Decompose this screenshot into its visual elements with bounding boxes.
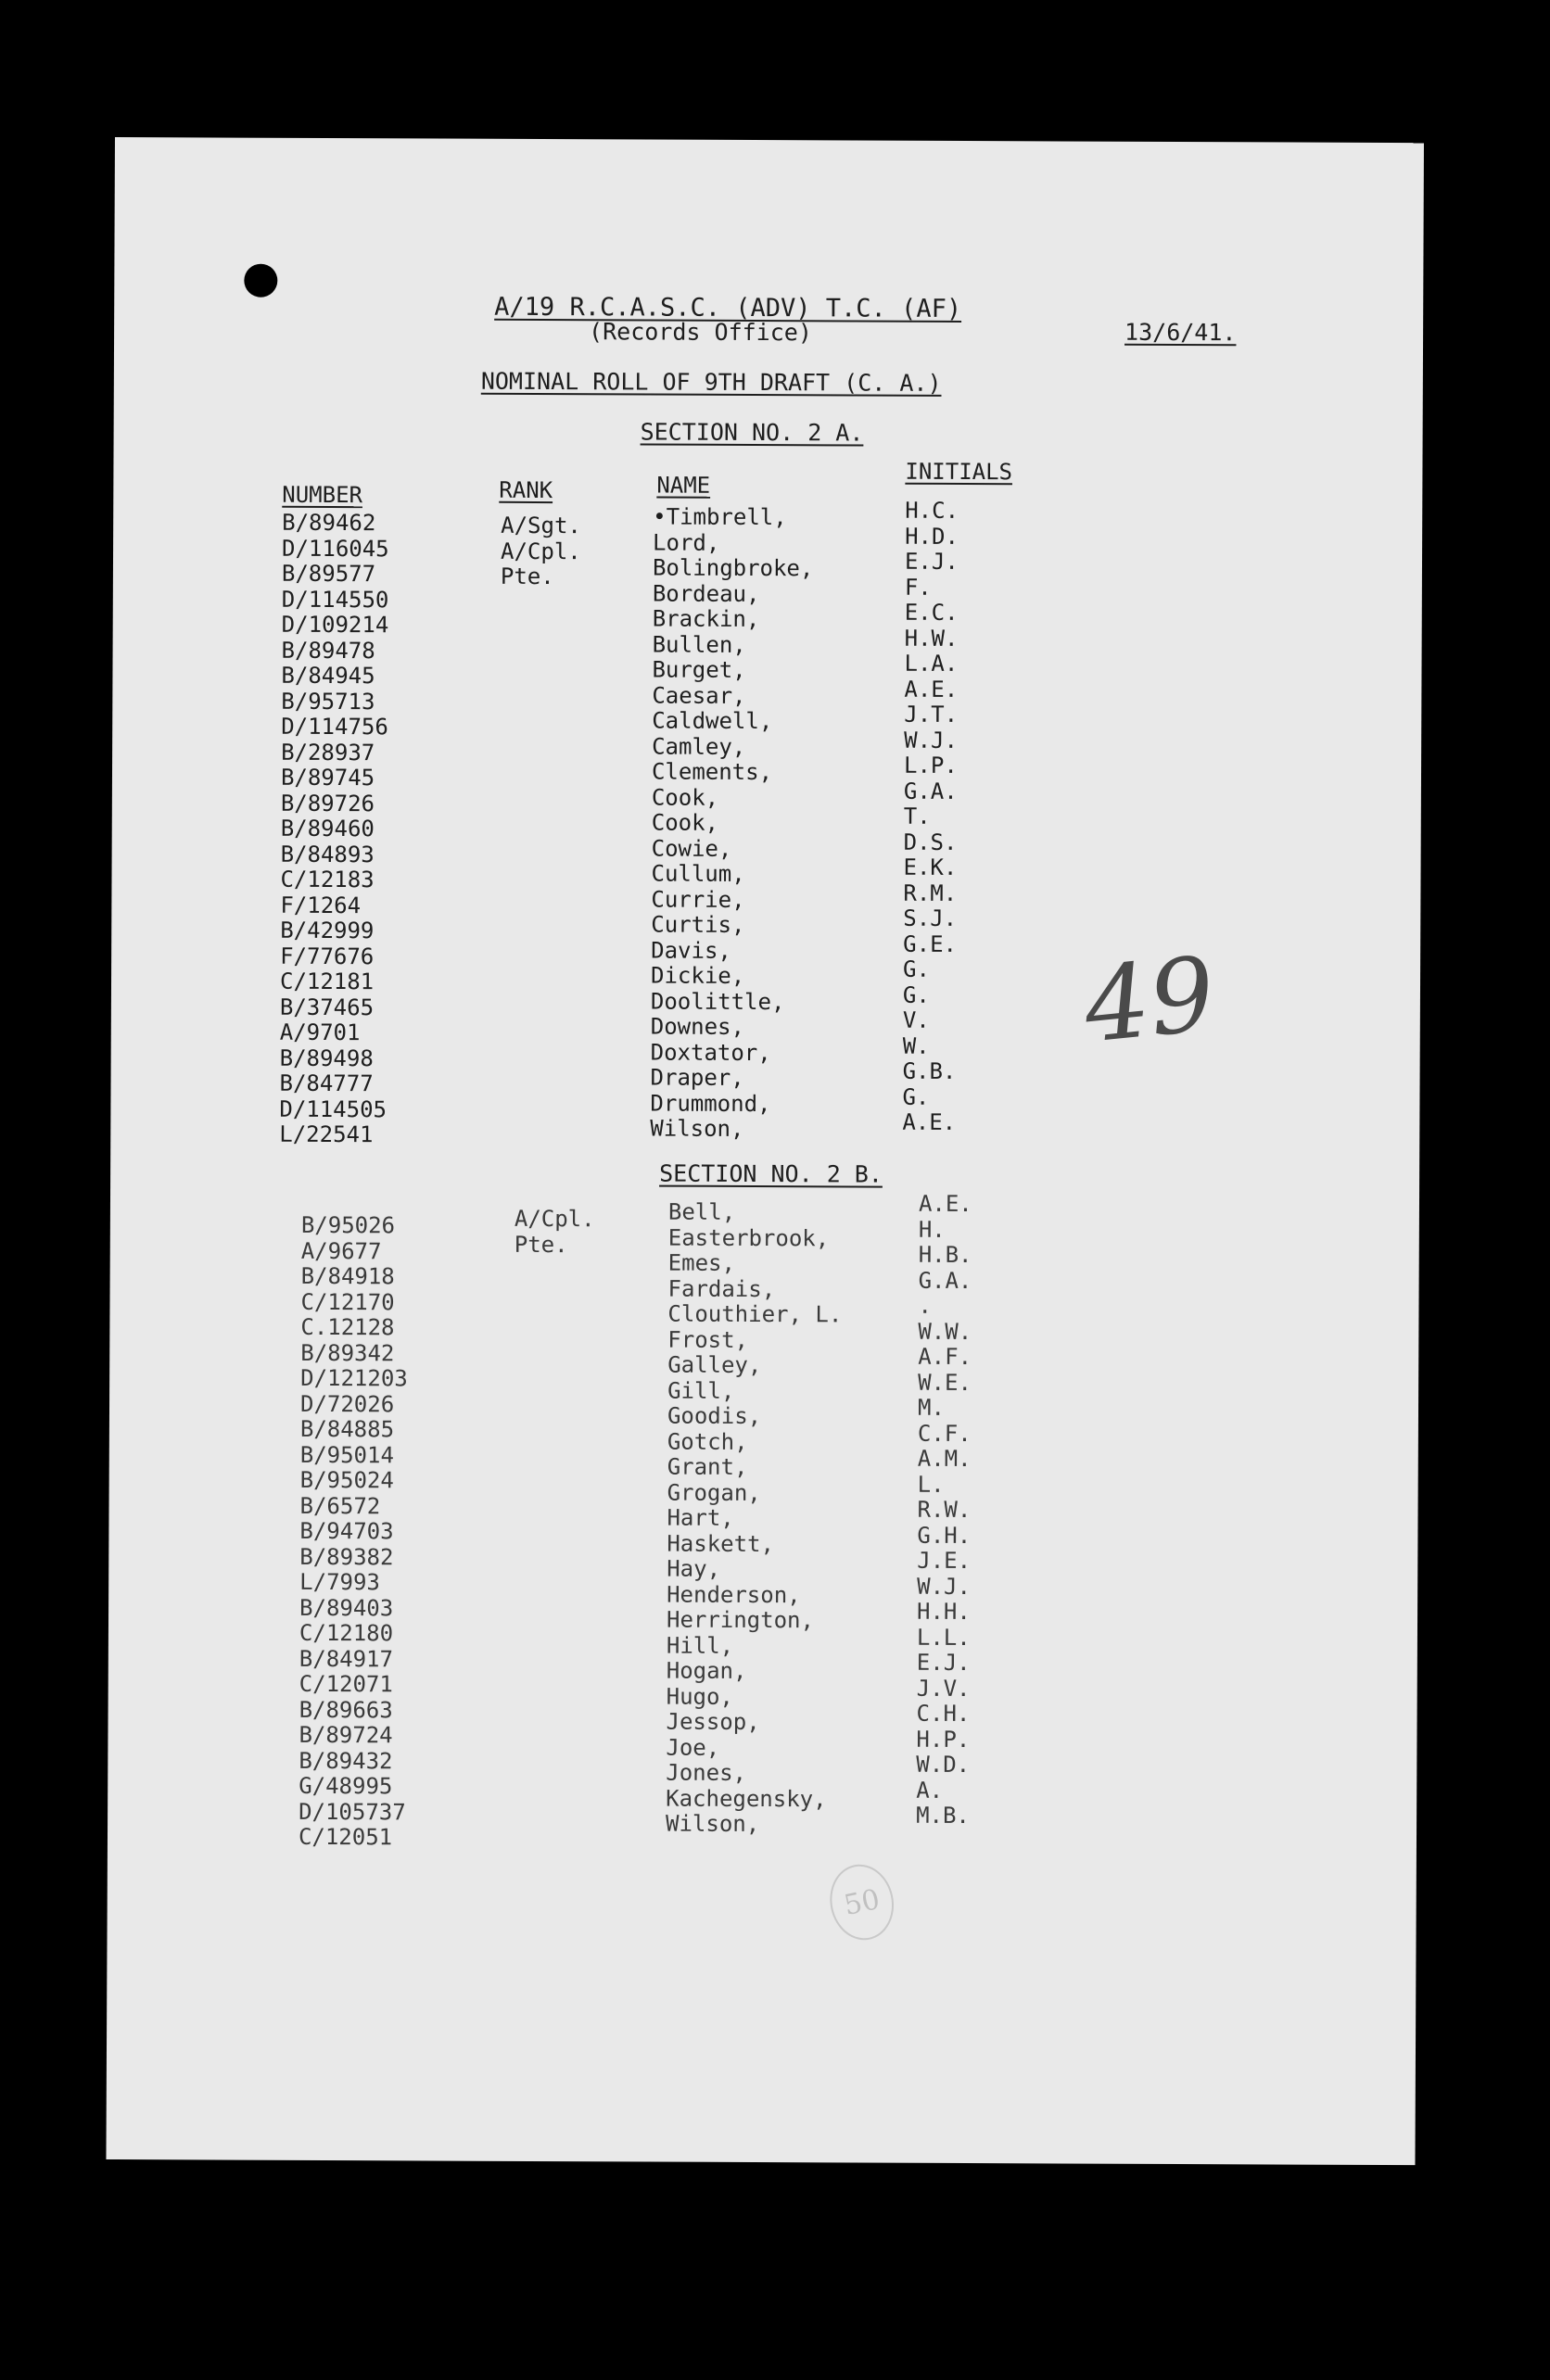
service-number: B/89462 — [282, 509, 376, 537]
page-stamp — [823, 1858, 900, 1945]
office-subheading: (Records Office) — [589, 318, 812, 347]
surname-entry: Davis, — [651, 937, 731, 964]
surname-entry: Bordeau, — [652, 580, 760, 607]
service-number: B/37465 — [279, 994, 375, 1020]
service-number: B/84945 — [281, 662, 375, 690]
service-number: B/89724 — [299, 1721, 393, 1749]
initials-entry: H.H. — [917, 1598, 971, 1626]
service-number: C/12071 — [299, 1670, 393, 1698]
rank-entry: A/Cpl. — [500, 538, 581, 564]
surname-entry: Grant, — [667, 1453, 748, 1480]
section-2b-initials — [916, 1192, 972, 1829]
service-number: B/95713 — [281, 688, 375, 715]
service-number: B/89403 — [299, 1594, 394, 1621]
surname-entry: Draper, — [650, 1064, 744, 1091]
section-2a-numbers — [279, 511, 389, 1148]
service-number: D/114756 — [281, 713, 388, 741]
rank-entry: A/Sgt. — [501, 512, 581, 539]
initials-entry: A.M. — [917, 1445, 972, 1473]
initials-entry: W.J. — [904, 727, 959, 753]
handwritten-folio-number: 49 — [1078, 934, 1220, 1066]
surname-entry: Goodis, — [667, 1402, 762, 1430]
surname-entry: Curtis, — [651, 911, 745, 938]
service-number: B/42999 — [280, 917, 375, 944]
service-number: C/12181 — [279, 968, 375, 995]
initials-entry: H.P. — [916, 1726, 971, 1753]
surname-entry: Gotch, — [667, 1428, 748, 1455]
initials-entry: L.P. — [903, 752, 958, 779]
column-header-name: NAME — [656, 472, 711, 499]
initials-entry: A. — [916, 1777, 944, 1804]
surname-entry: Currie, — [651, 886, 745, 913]
surname-entry: Cowie, — [651, 835, 732, 862]
service-number: B/95014 — [299, 1441, 395, 1468]
service-number: B/95026 — [300, 1211, 396, 1239]
service-number: B/89478 — [281, 637, 375, 664]
initials-entry: W. — [902, 1032, 930, 1059]
initials-entry: G.A. — [903, 778, 958, 804]
initials-entry: M. — [917, 1394, 945, 1421]
service-number: B/84885 — [299, 1415, 395, 1443]
initials-entry: G.A. — [918, 1267, 972, 1294]
surname-entry: Bullen, — [652, 631, 746, 658]
service-number: C/12170 — [300, 1288, 395, 1315]
initials-entry: E.K. — [903, 854, 958, 880]
stamp-number: 50 — [841, 1882, 883, 1922]
initials-entry: A.E. — [902, 1108, 957, 1135]
service-number: F/77676 — [280, 943, 375, 969]
surname-entry: Cook, — [651, 784, 719, 811]
surname-entry: Hugo, — [666, 1683, 733, 1710]
initials-entry: G.B. — [902, 1057, 957, 1084]
initials-entry: J.V. — [916, 1675, 971, 1702]
service-number: B/89663 — [299, 1696, 393, 1723]
initials-entry: A.E. — [904, 676, 959, 703]
surname-entry: Bell, — [667, 1198, 736, 1225]
surname-entry: Downes, — [650, 1013, 745, 1040]
surname-entry: Wilson, — [666, 1810, 760, 1838]
initials-entry: C.F. — [917, 1420, 972, 1447]
initials-entry: H. — [918, 1216, 946, 1243]
surname-entry: Jones, — [666, 1759, 747, 1786]
initials-entry: W.W. — [918, 1318, 972, 1345]
surname-entry: Doxtator, — [650, 1039, 771, 1066]
surname-entry: Hogan, — [666, 1657, 747, 1684]
service-number: D/121203 — [300, 1364, 408, 1392]
service-number: B/95024 — [299, 1466, 394, 1494]
surname-entry: Jessop, — [666, 1708, 760, 1736]
service-number: B/89577 — [281, 560, 376, 588]
surname-entry: Cullum, — [651, 860, 745, 887]
surname-entry: Wilson, — [650, 1115, 744, 1142]
initials-entry: C.H. — [916, 1700, 971, 1728]
service-number: B/89342 — [300, 1339, 395, 1366]
initials-entry: R.M. — [903, 880, 958, 906]
initials-entry: E.J. — [916, 1649, 971, 1677]
surname-entry: Fardais, — [667, 1275, 776, 1302]
initials-entry: H.D. — [905, 523, 959, 550]
initials-entry: W.J. — [917, 1573, 972, 1600]
service-number: C.12128 — [300, 1313, 395, 1341]
section-2a-title: SECTION NO. 2 A. — [640, 418, 864, 447]
roll-title: NOMINAL ROLL OF 9TH DRAFT (C. A.) — [480, 367, 942, 397]
surname-entry: Hay, — [667, 1555, 721, 1582]
initials-entry: . — [918, 1292, 933, 1319]
initials-entry: H.C. — [905, 497, 959, 524]
initials-entry: F. — [904, 574, 932, 601]
section-2b-title: SECTION NO. 2 B. — [659, 1159, 883, 1188]
column-header-rank: RANK — [499, 476, 553, 504]
initials-entry: G. — [902, 1083, 930, 1110]
surname-entry: Clouthier, L. — [667, 1300, 843, 1328]
service-number: C/12180 — [299, 1619, 394, 1647]
initials-entry: L.A. — [904, 650, 959, 677]
service-number: B/89745 — [280, 764, 375, 791]
service-number: A/9701 — [279, 1019, 361, 1046]
surname-entry: Cook, — [651, 809, 719, 836]
service-number: B/94703 — [299, 1517, 394, 1545]
service-number: D/72026 — [299, 1390, 395, 1417]
surname-entry: Caldwell, — [652, 707, 773, 735]
service-number: C/12051 — [298, 1823, 393, 1851]
service-number: B/84777 — [279, 1070, 374, 1097]
surname-entry: Gill, — [667, 1377, 735, 1404]
document-page — [106, 137, 1424, 2165]
surname-entry: Easterbrook, — [667, 1224, 830, 1251]
surname-entry: Joe, — [666, 1734, 720, 1761]
initials-entry: A.F. — [918, 1343, 972, 1371]
service-number: F/1264 — [280, 892, 362, 918]
rank-entry: Pte. — [500, 563, 554, 590]
section-2a-ranks — [501, 513, 581, 590]
service-number: B/89726 — [280, 790, 375, 817]
initials-entry: L. — [917, 1471, 945, 1498]
service-number: B/84917 — [299, 1645, 394, 1672]
column-header-initials: INITIALS — [905, 458, 1013, 486]
initials-entry: A.E. — [918, 1190, 972, 1218]
service-number: G/48995 — [299, 1772, 393, 1800]
section-2b-numbers — [299, 1213, 409, 1851]
rank-entry: Pte. — [514, 1231, 568, 1258]
service-number: D/114550 — [281, 586, 389, 613]
initials-entry: H.W. — [904, 625, 959, 652]
surname-entry: Galley, — [667, 1351, 762, 1379]
unit-heading: A/19 R.C.A.S.C. (ADV) T.C. (AF) — [494, 292, 962, 323]
section-2a-names — [650, 505, 813, 1143]
service-number: B/6572 — [299, 1492, 381, 1519]
surname-entry: Emes, — [667, 1249, 736, 1276]
column-header-number: NUMBER — [282, 481, 363, 509]
surname-entry: Haskett, — [667, 1530, 775, 1557]
surname-entry: Bolingbroke, — [652, 554, 814, 582]
surname-entry: Herrington, — [666, 1606, 815, 1634]
service-number: B/89498 — [279, 1044, 374, 1071]
service-number: A/9677 — [300, 1237, 382, 1264]
service-number: D/114505 — [279, 1095, 388, 1122]
service-number: L/7993 — [299, 1568, 380, 1596]
service-number: B/89432 — [299, 1747, 393, 1774]
surname-entry: Grogan, — [667, 1479, 761, 1506]
surname-entry: •Timbrell, — [653, 503, 787, 531]
initials-entry: J.E. — [917, 1547, 972, 1575]
initials-entry: E.C. — [904, 599, 959, 626]
surname-entry: Doolittle, — [650, 988, 785, 1015]
initials-entry: R.W. — [917, 1496, 972, 1524]
surname-entry: Hill, — [666, 1632, 734, 1659]
surname-entry: Brackin, — [652, 605, 760, 633]
initials-entry: G.H. — [917, 1522, 972, 1549]
initials-entry: L.L. — [916, 1624, 971, 1651]
service-number: B/89382 — [299, 1543, 394, 1570]
initials-entry: V. — [902, 1006, 930, 1033]
surname-entry: Clements, — [651, 758, 773, 786]
service-number: D/116045 — [282, 535, 389, 562]
surname-entry: Kachegensky, — [666, 1785, 827, 1812]
section-2b-ranks — [515, 1207, 595, 1258]
document-date: 13/6/41. — [1124, 318, 1237, 347]
rank-entry: A/Cpl. — [514, 1205, 595, 1233]
initials-entry: M.B. — [916, 1802, 970, 1829]
initials-entry: G. — [903, 956, 931, 982]
initials-entry: H.B. — [918, 1241, 972, 1269]
initials-entry: W.D. — [916, 1751, 971, 1779]
surname-entry: Frost, — [667, 1326, 749, 1353]
punch-hole — [244, 264, 277, 298]
surname-entry: Caesar, — [652, 682, 746, 709]
initials-entry: J.T. — [904, 701, 959, 728]
service-number: B/28937 — [281, 739, 375, 766]
initials-entry: S.J. — [903, 905, 958, 931]
service-number: B/84918 — [300, 1262, 395, 1290]
initials-entry: E.J. — [904, 548, 959, 575]
surname-entry: Lord, — [653, 529, 720, 556]
initials-entry: G.E. — [903, 930, 958, 957]
surname-entry: Hart, — [667, 1504, 734, 1531]
service-number: C/12183 — [280, 866, 375, 893]
initials-entry: T. — [903, 803, 931, 829]
service-number: B/84893 — [280, 841, 375, 867]
surname-entry: Camley, — [652, 733, 746, 760]
surname-entry: Burget, — [652, 656, 746, 683]
initials-entry: W.E. — [918, 1369, 972, 1396]
service-number: D/109214 — [281, 611, 389, 639]
initials-entry: G. — [902, 981, 930, 1008]
surname-entry: Drummond, — [650, 1090, 771, 1117]
section-2b-names — [666, 1200, 843, 1838]
surname-entry: Dickie, — [650, 962, 745, 989]
initials-entry: D.S. — [903, 829, 958, 855]
service-number: D/105737 — [299, 1798, 406, 1825]
service-number: B/89460 — [280, 815, 375, 842]
service-number: L/22541 — [279, 1120, 374, 1148]
surname-entry: Henderson, — [667, 1581, 801, 1608]
section-2a-initials — [902, 499, 959, 1136]
